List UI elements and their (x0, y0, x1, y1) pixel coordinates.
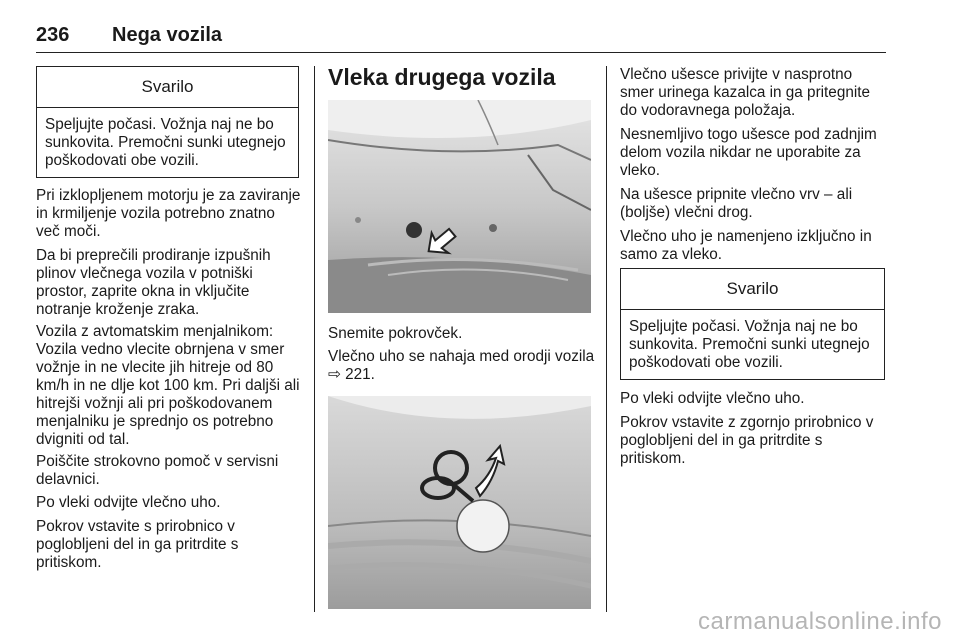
paragraph: Nesnemljivo togo ušesce pod zadnjim delom vozila nikdar ne uporabite za vleko. (620, 126, 877, 179)
paragraph: Vlečno uho je namenjeno izključno in samo za vleko. (620, 228, 872, 263)
paragraph: Pri izklopljenem motorju je za zaviranje in krmiljenje vozila potrebno znatno več moči. (36, 187, 301, 240)
warning-title: Svarilo (621, 269, 884, 310)
warning-box (620, 268, 885, 380)
page-header (36, 18, 886, 53)
section-title: Vleka drugega vozila (328, 64, 556, 90)
towing-eye-figure (328, 396, 591, 609)
warning-text: Speljujte počasi. Vožnja naj ne bo sunkovita. Premočni sunki utegnejo poškodovati obe vozili. (45, 116, 286, 169)
paragraph: Po vleki odvijte vlečno uho. (620, 390, 805, 407)
paragraph: Snemite pokrovček. (328, 325, 463, 342)
rear-bumper-illustration (328, 100, 591, 313)
paragraph: Vlečno uho se nahaja med orodji vozila ⇨ 221. (328, 348, 595, 383)
paragraph: Po vleki odvijte vlečno uho. (36, 494, 221, 511)
warning-text: Speljujte počasi. Vožnja naj ne bo sunkovita. Premočni sunki utegnejo poškodovati obe vozili. (629, 318, 870, 371)
column-divider (314, 66, 315, 612)
towing-eye-illustration (328, 396, 591, 609)
paragraph: Poiščite strokovno pomoč v servisni delavnici. (36, 453, 279, 488)
column-divider (606, 66, 607, 612)
paragraph: Vozila z avtomatskim menjalnikom: Vozila vedno vlecite obrnjena v smer vožnje in ne vlecite jih hitreje od 80 km/h in ne dlje kot 100 km. Pri daljši ali hitrejši vožnji ali pri poškodovanem menjalniku je sprednjo os potrebno dvigniti od tal. (36, 323, 300, 448)
chapter-title: Nega vozila (112, 24, 223, 46)
warning-title: Svarilo (37, 67, 298, 108)
paragraph: Vlečno ušesce privijte v nasprotno smer urinega kazalca in ga pritegnite do vodoravnega položaja. (620, 66, 870, 119)
watermark: carmanualsonline.info (698, 608, 942, 635)
paragraph: Da bi preprečili prodiranje izpušnih plinov vlečnega vozila v potniški prostor, zaprite okna in vključite notranje kroženje zraka. (36, 247, 271, 318)
page-number: 236 (36, 24, 70, 46)
paragraph: Pokrov vstavite s prirobnico v poglobljeni del in ga pritrdite s pritiskom. (36, 518, 239, 571)
rear-bumper-cover-figure (328, 100, 591, 313)
paragraph: Pokrov vstavite z zgornjo prirobnico v poglobljeni del in ga pritrdite s pritiskom. (620, 414, 874, 467)
warning-box (36, 66, 299, 178)
paragraph: Na ušesce pripnite vlečno vrv – ali (boljše) vlečni drog. (620, 186, 853, 221)
